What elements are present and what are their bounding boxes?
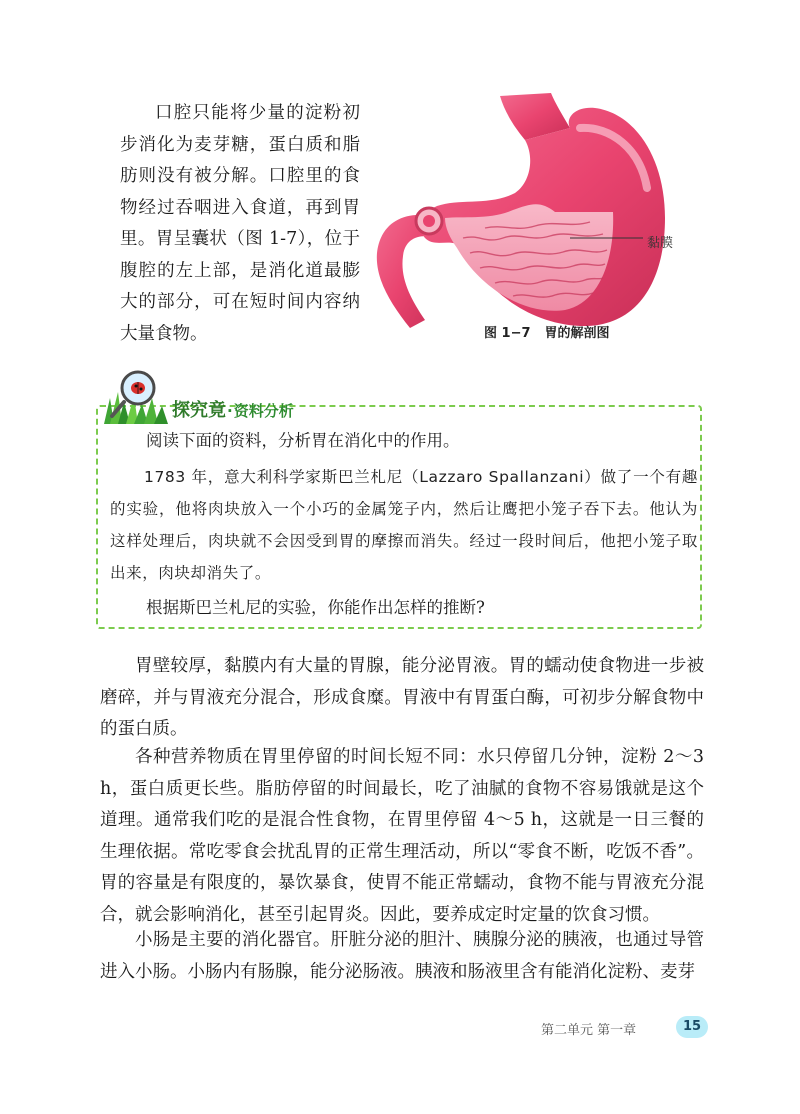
figure-number: 图 1−7 — [484, 326, 531, 341]
figure-caption — [484, 322, 610, 341]
figure-title: 胃的解剖图 — [544, 326, 610, 341]
callout-label-mucosa: 黏膜 — [647, 236, 674, 251]
explore-question: 根据斯巴兰札尼的实验，你能作出怎样的推断? — [146, 598, 485, 617]
explore-title-dot: · — [227, 402, 233, 420]
footer-section: 第二单元 第一章 — [541, 1023, 637, 1038]
paragraph-stomach-wall: 胃壁较厚，黏膜内有大量的胃腺，能分泌胃液。胃的蠕动使食物进一步被磨碎，并与胃液充分混合，形成食糜。胃液中有胃蛋白酶，可初步分解食物中的蛋白质。 — [100, 656, 704, 739]
paragraph-small-intestine: 小肠是主要的消化器官。肝脏分泌的胆汁、胰腺分泌的胰液，也通过导管进入小肠。小肠内有肠腺，能分泌肠液。胰液和肠液里含有能消化淀粉、麦芽 — [100, 930, 704, 982]
stomach-illustration — [365, 88, 695, 348]
explore-subtitle: 资料分析 — [233, 402, 294, 420]
magnifier-icon — [104, 368, 174, 424]
explore-title-main: 探究竟 — [172, 400, 226, 421]
explore-header — [104, 368, 384, 424]
page-number-badge: 15 — [676, 1016, 708, 1038]
explore-title — [172, 396, 294, 422]
explore-lead: 阅读下面的资料，分析胃在消化中的作用。 — [146, 431, 460, 450]
intro-paragraph: 口腔只能将少量的淀粉初步消化为麦芽糖，蛋白质和脂肪则没有被分解。口腔里的食物经过吞咽进入食道，再到胃里。胃呈囊状（图 1-7），位于腹腔的左上部，是消化道最膨大的部分，可在短时间内容纳大量食物。 — [120, 103, 360, 344]
explore-story: 1783 年，意大利科学家斯巴兰札尼（Lazzaro Spallanzani）做了一个有趣的实验，他将肉块放入一个小巧的金属笼子内，然后让鹰把小笼子吞下去。他认为这样处理后，肉块就不会因受到胃的摩擦而消失。经过一段时间后，他把小笼子取出来，肉块却消失了。 — [110, 468, 698, 582]
paragraph-retention-time: 各种营养物质在胃里停留的时间长短不同：水只停留几分钟，淀粉 2～3 h，蛋白质更长些。脂肪停留的时间最长，吃了油腻的食物不容易饿就是这个道理。通常我们吃的是混合性食物，在胃里停留 4～5 h，这就是一日三餐的生理依据。常吃零食会扰乱胃的正常生理活动，所以“零食不断，吃饭不香”。胃的容量是有限度的，暴饮暴食，使胃不能正常蠕动，食物不能与胃液充分混合，就会影响消化，甚至引起胃炎。因此，要养成定时定量的饮食习惯。 — [100, 747, 704, 925]
stomach-figure — [365, 88, 695, 348]
